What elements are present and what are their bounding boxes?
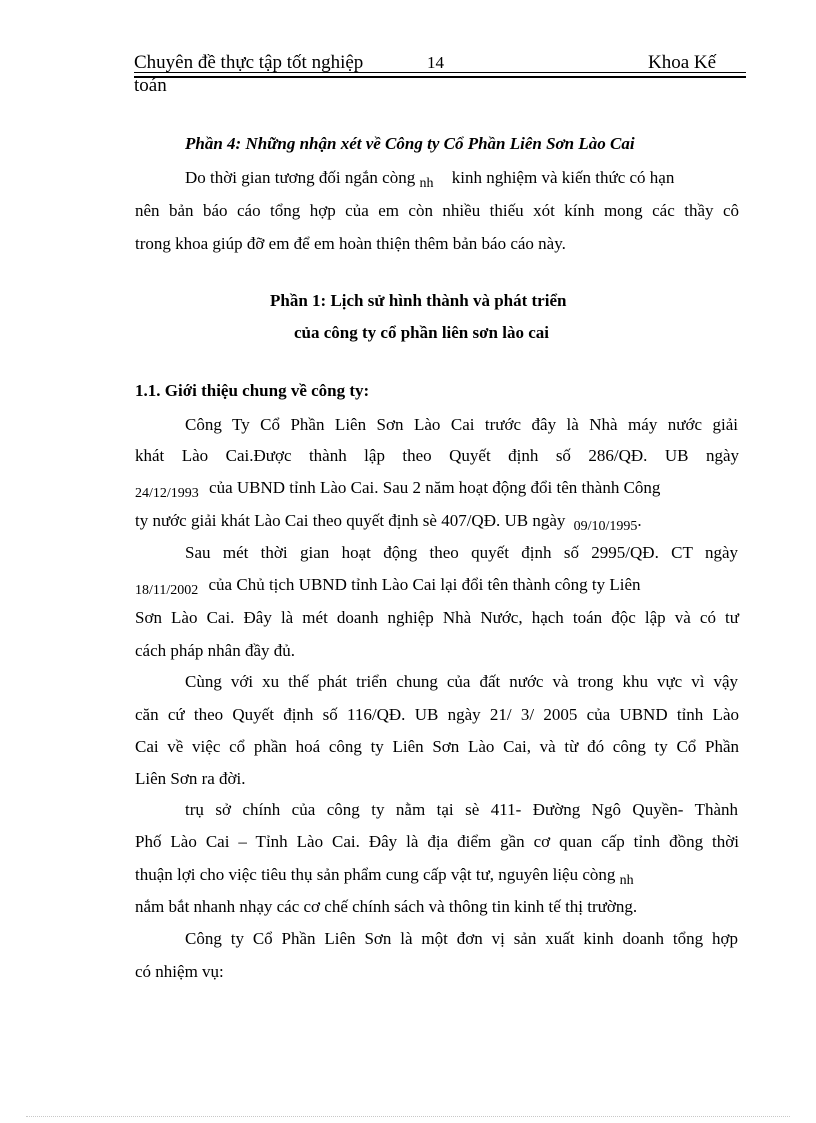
intro-text: kinh nghiệm và kiến thức có hạn [451,168,675,187]
subsection-1-1-heading: 1.1. Giới thiệu chung về công ty: [135,381,370,400]
para1-line-3 [135,477,660,501]
intro-line-2: nên bản báo cáo tổng hợp của em còn nhiều thiếu xót kính mong các thầy cô [135,201,739,220]
date-value: 09/10/1995 [573,519,638,534]
para-text: ty nước giải khát Lào Cai theo quyết định sè 407/QĐ. UB ngày [135,511,566,530]
intro-line-1 [185,167,674,191]
para4-line-4: nắm bắt nhanh nhạy các cơ chế chính sách và thông tin kinh tế thị trường. [135,897,638,916]
para1-line-1: Công Ty Cổ Phần Liên Sơn Lào Cai trước đây là Nhà máy nước giải [185,415,738,434]
page-number: 14 [427,53,444,72]
header-rule-thin [134,72,746,73]
para2-line-1: Sau mét thời gian hoạt động theo quyết định số 2995/QĐ. CT ngày [185,543,738,562]
para-text: của Chủ tịch UBND tỉnh Lào Cai lại đổi tên thành công ty Liên [208,575,641,594]
header-department-continuation: toán [134,75,167,96]
intro-fragment: nh [419,176,434,191]
para4-line-1: trụ sở chính của công ty nằm tại sè 411- Đường Ngô Quyền- Thành [185,800,738,819]
para5-line-2: có nhiệm vụ: [135,962,224,981]
intro-line-3: trong khoa giúp đỡ em để em hoàn thiện thêm bản báo cáo này. [135,234,566,253]
para3-line-3: Cai về việc cổ phần hoá công ty Liên Sơn Lào Cai, và từ đó công ty Cổ Phần [135,737,739,756]
para2-line-2 [135,574,641,598]
para3-line-1: Cùng với xu thế phát triển chung của đất nước và trong khu vực vì vậy [185,672,738,691]
part-1-title-line-1: Phần 1: Lịch sử hình thành và phát triển [270,291,567,310]
date-value: 18/11/2002 [135,583,199,598]
para1-line-4 [135,510,642,534]
para1-line-2: khát Lào Cai.Được thành lập theo Quyết định số 286/QĐ. UB ngày [135,446,739,465]
para-text: . [637,511,642,530]
header-rule-thick [134,76,746,78]
para2-line-4: cách pháp nhân đầy đủ. [135,641,296,660]
para3-line-2: căn cứ theo Quyết định số 116/QĐ. UB ngày 21/ 3/ 2005 của UBND tỉnh Lào [135,705,739,724]
para3-line-4: Liên Sơn ra đời. [135,769,246,788]
para2-line-3: Sơn Lào Cai. Đây là mét doanh nghiệp Nhà Nước, hạch toán độc lập và có tư [135,608,739,627]
para-text: thuận lợi cho việc tiêu thụ sản phẩm cung cấp vật tư, nguyên liệu còng [135,865,616,884]
header-department: Khoa Kế [648,52,717,73]
para-text: của UBND tỉnh Lào Cai. Sau 2 năm hoạt động đổi tên thành Công [209,478,661,497]
header-document-title: Chuyên đề thực tập tốt nghiệp [134,52,364,73]
para5-line-1: Công ty Cổ Phần Liên Sơn là một đơn vị sản xuất kinh doanh tổng hợp [185,929,738,948]
intro-text: Do thời gian tương đối ngắn còng [185,168,416,187]
para-fragment: nh [619,873,634,888]
section-4-title: Phần 4: Những nhận xét về Công ty Cổ Phần Liên Sơn Lào Cai [185,134,635,153]
page-bottom-divider [26,1116,790,1117]
para4-line-2: Phố Lào Cai – Tỉnh Lào Cai. Đây là địa điểm gần cơ quan cấp tỉnh đồng thời [135,832,739,851]
part-1-title-line-2: của công ty cổ phần liên sơn lào cai [294,323,549,342]
para4-line-3 [135,864,634,888]
date-value: 24/12/1993 [135,486,199,501]
